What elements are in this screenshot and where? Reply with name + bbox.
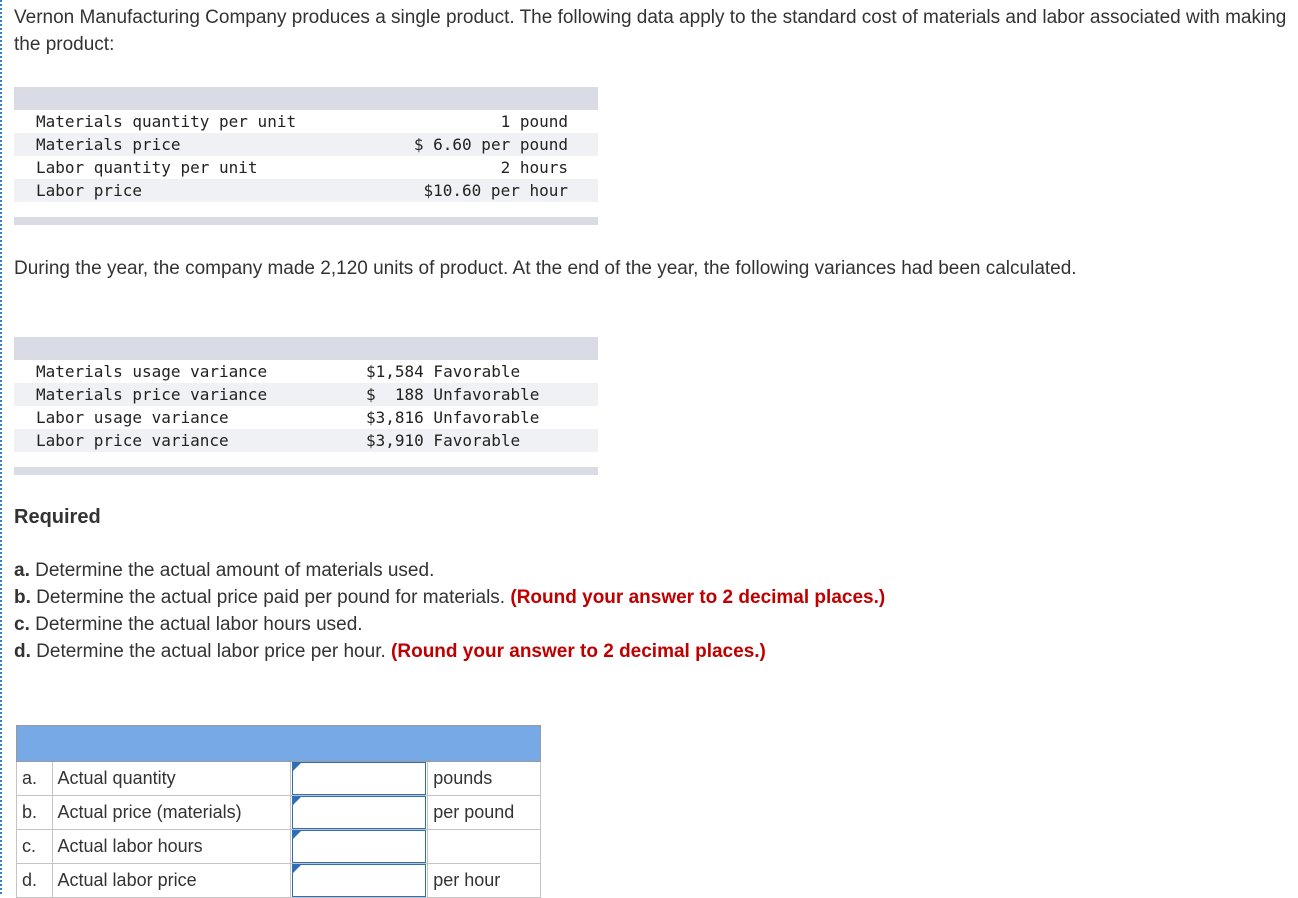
input-flag-icon <box>293 831 301 839</box>
answer-row <box>17 762 541 796</box>
answer-table-header <box>17 726 541 762</box>
answer-row <box>17 796 541 830</box>
question-item <box>14 557 885 584</box>
question-letter: a. <box>14 560 30 581</box>
table-header-bar <box>14 337 598 360</box>
rounding-note: (Round your answer to 2 decimal places.) <box>391 641 766 662</box>
answer-label: Actual labor price <box>52 864 291 898</box>
table-row <box>14 110 598 133</box>
answer-label: Actual quantity <box>52 762 291 796</box>
table-row <box>14 360 598 383</box>
question-text: Determine the actual labor price per hour. <box>36 641 386 662</box>
answer-label: Actual price (materials) <box>52 796 291 830</box>
answer-unit: per pound <box>428 796 541 830</box>
row-value: $3,816 Unfavorable <box>366 408 540 427</box>
question-text: Determine the actual price paid per pound for materials. <box>36 587 506 608</box>
answer-letter: a. <box>17 762 53 796</box>
table-row <box>14 383 598 406</box>
question-item <box>14 584 885 611</box>
table-row <box>14 156 598 179</box>
answer-unit: pounds <box>428 762 541 796</box>
question-text: Determine the actual labor hours used. <box>35 614 363 635</box>
answer-letter: c. <box>17 830 53 864</box>
row-label: Materials price <box>36 135 181 154</box>
row-value: $1,584 Favorable <box>366 362 521 381</box>
standard-cost-table <box>14 87 598 225</box>
question-letter: d. <box>14 641 31 662</box>
answer-row <box>17 830 541 864</box>
variance-table <box>14 337 598 475</box>
table-row <box>14 406 598 429</box>
actual-quantity-input[interactable] <box>292 762 426 795</box>
row-label: Labor price <box>36 181 142 200</box>
actual-labor-hours-input[interactable] <box>292 830 426 863</box>
table-spacer <box>14 202 598 217</box>
actual-labor-price-input[interactable] <box>292 864 426 897</box>
row-label: Materials quantity per unit <box>36 112 297 131</box>
table-row <box>14 429 598 452</box>
row-value: 2 hours <box>500 158 568 177</box>
answer-letter: d. <box>17 864 53 898</box>
question-letter: c. <box>14 614 30 635</box>
row-value: $3,910 Favorable <box>366 431 521 450</box>
answer-table <box>16 725 541 898</box>
row-label: Labor price variance <box>36 431 229 450</box>
rounding-note: (Round your answer to 2 decimal places.) <box>510 587 886 608</box>
question-text: Determine the actual amount of materials used. <box>35 560 435 581</box>
intro-text: Vernon Manufacturing Company produces a single product. The following data apply to the standard cost of materials and labor associated with making the product: <box>14 7 1287 55</box>
table-row <box>14 179 598 202</box>
answer-row <box>17 864 541 898</box>
row-label: Labor quantity per unit <box>36 158 258 177</box>
table-spacer <box>14 452 598 467</box>
answer-label: Actual labor hours <box>52 830 291 864</box>
answer-letter: b. <box>17 796 53 830</box>
question-item <box>14 611 885 638</box>
actual-price-input[interactable] <box>292 796 426 829</box>
row-value: $ 188 Unfavorable <box>366 385 540 404</box>
required-heading: Required <box>14 506 101 528</box>
row-value: $ 6.60 per pound <box>413 135 568 154</box>
table-footer-bar <box>14 467 598 475</box>
question-letter: b. <box>14 587 31 608</box>
table-footer-bar <box>14 217 598 225</box>
table-header-bar <box>14 87 598 110</box>
table-row <box>14 133 598 156</box>
row-label: Materials usage variance <box>36 362 268 381</box>
row-label: Materials price variance <box>36 385 268 404</box>
input-flag-icon <box>293 865 301 873</box>
answer-unit: per hour <box>428 864 541 898</box>
question-item <box>14 638 885 665</box>
row-value: 1 pound <box>500 112 568 131</box>
row-label: Labor usage variance <box>36 408 229 427</box>
row-value: $10.60 per hour <box>423 181 568 200</box>
variance-intro-text: During the year, the company made 2,120 units of product. At the end of the year, the following variances had been calculated. <box>14 258 1077 279</box>
input-flag-icon <box>293 763 301 771</box>
input-flag-icon <box>293 797 301 805</box>
question-list <box>14 557 885 665</box>
answer-unit <box>428 830 541 864</box>
